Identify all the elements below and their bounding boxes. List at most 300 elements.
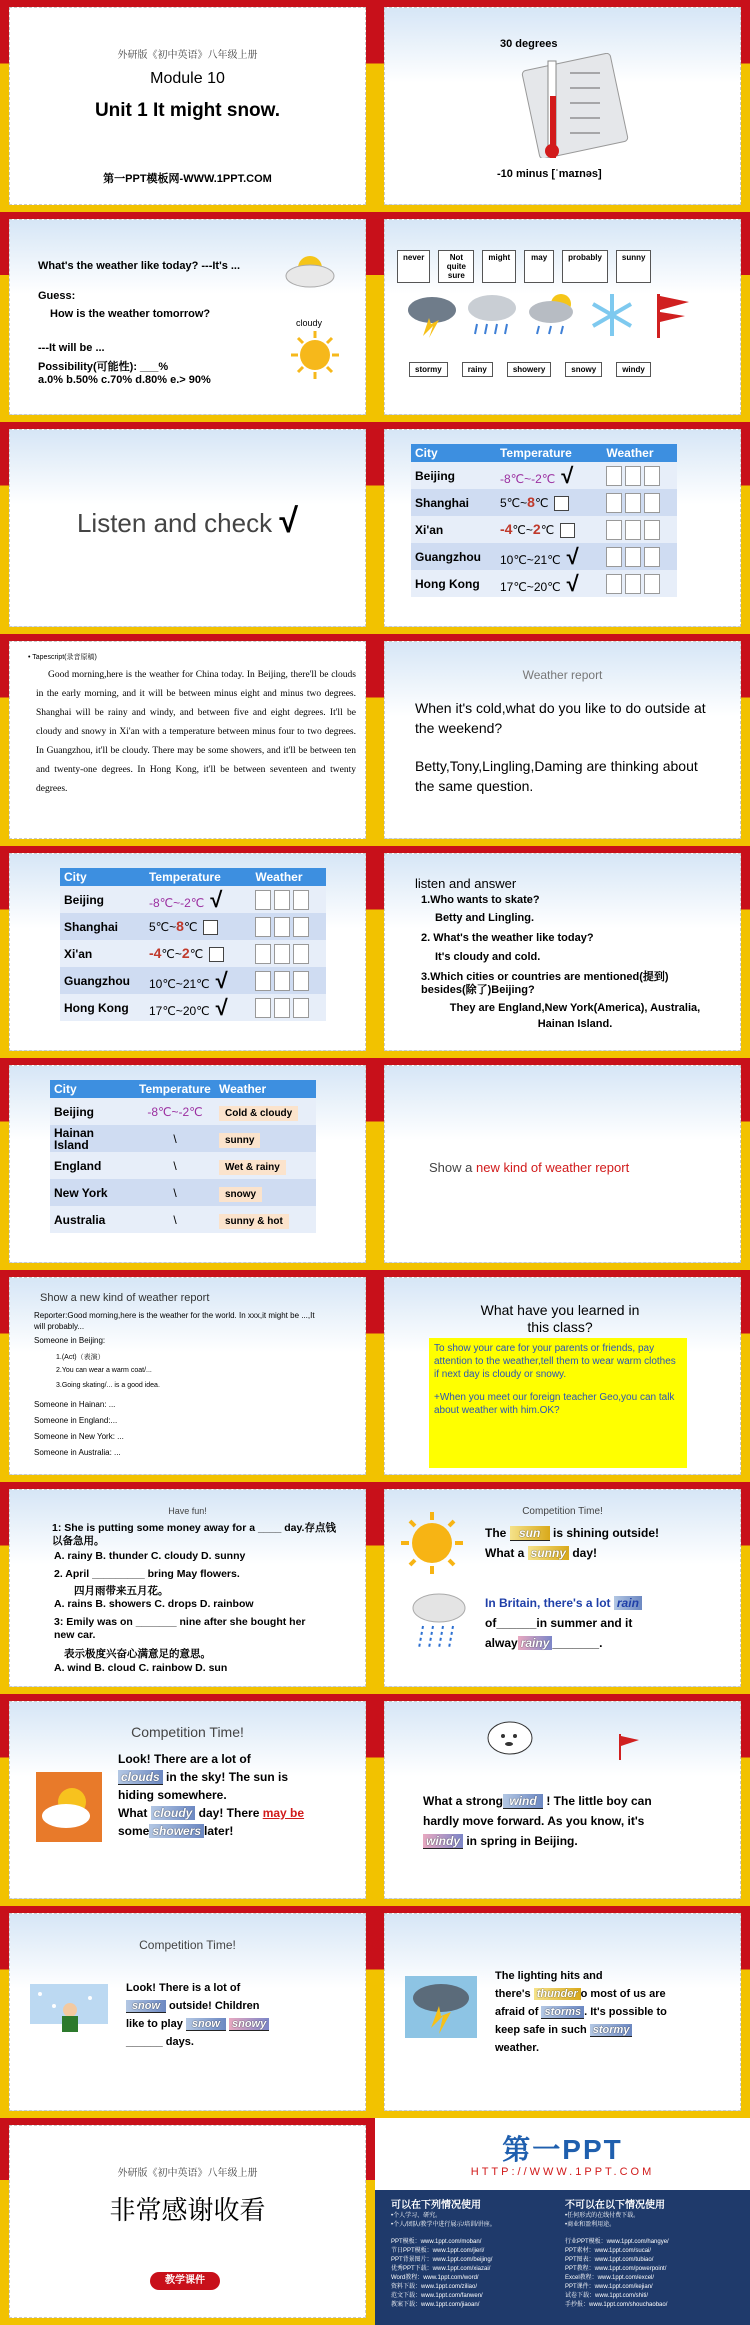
city-name: Beijing [64, 892, 105, 907]
ad-line[interactable]: Word教程：www.1ppt.com/word/ [391, 2275, 479, 2281]
comp2-l2 [118, 1770, 288, 1785]
nr-l5: 3.Going skating/... is a good idea. [56, 1382, 160, 1389]
header-1: Temperature [496, 444, 602, 462]
flag-icon [613, 1732, 643, 1762]
slide-new-kind[interactable] [375, 1058, 750, 1270]
thanks-publisher: 外研版《初中英语》八年级上册 [117, 2168, 258, 2179]
comp2-l3: hiding somewhere. [118, 1788, 227, 1802]
comp1-l3a: In Britain, there's a lot [485, 1596, 614, 1610]
answer-showers: showers [149, 1824, 204, 1838]
learned-p1: To show your care for your parents or friends, pay attention to the weather,tell them to wear warm clothes if next day is cloudy or snowy. [434, 1343, 676, 1380]
slide-listen-answer[interactable] [375, 846, 750, 1058]
ad-line[interactable]: 手抄报：www.1ppt.com/shouchaobao/ [565, 2302, 668, 2308]
table-row [50, 1125, 316, 1152]
weather-mini-icon [274, 917, 290, 937]
ad-line[interactable]: 试卷下载：www.1ppt.com/shiti/ [565, 2293, 649, 2299]
degrees-label: 30 degrees [500, 38, 558, 50]
ad-line: •任何形式的在线付费下载。 [565, 2213, 640, 2219]
comp1-l1 [485, 1526, 659, 1541]
temp-low: 5 [499, 495, 507, 510]
temp-low: -4 [499, 520, 513, 537]
answer-wind: wind [503, 1794, 543, 1809]
ad-line: •个人/团队/教学中进行展示/培训/讲座。 [391, 2222, 496, 2228]
temp-high: 21 [533, 552, 548, 567]
cloudy-icon [280, 248, 340, 290]
temp-high: 20 [533, 579, 548, 594]
check-box[interactable] [209, 947, 224, 962]
weather-mini-icon [606, 520, 622, 540]
temp-low: 10 [148, 976, 163, 991]
ad-left-items [391, 2212, 496, 2230]
table-row [60, 913, 326, 940]
learned-title: What have you learned in this class? [480, 1302, 640, 1335]
fun-q3c: 表示极度兴奋心满意足的意思。 [64, 1648, 211, 1660]
q3: 3.Which cities or countries are mentioned(提到) besides(除了)Beijing? [421, 971, 669, 996]
tapescript-label: • Tapescript(录音原稿) [28, 654, 97, 661]
ad-line[interactable]: PPT模板：www.1ppt.com/moban/ [391, 2239, 482, 2245]
vocab-bottom-row [409, 362, 651, 377]
weather-answer: sunny [219, 1133, 260, 1148]
listen-title [10, 502, 365, 541]
learned-box [429, 1338, 687, 1468]
comp1-l5a: alway [485, 1636, 518, 1650]
weather-mini-icon [644, 466, 660, 486]
comp2-l4c: day! There [195, 1806, 263, 1820]
slide-listen[interactable] [0, 422, 375, 634]
degree-sign: ℃ [190, 895, 205, 910]
check-mark: √ [561, 462, 574, 488]
temp-low: -8 [499, 471, 511, 486]
answer-sunny: sunny [528, 1546, 569, 1560]
degree-sign: ℃ [510, 471, 525, 486]
temp-low: 10 [499, 552, 514, 567]
ad-line[interactable]: Excel教程：www.1ppt.com/excel/ [565, 2275, 655, 2281]
comp2-l4a: What [118, 1806, 151, 1820]
slide-competition-1[interactable] [375, 1482, 750, 1694]
tapescript-text: Good morning,here is the weather for China today. In Beijing, there'll be clouds in the early morning, and it will be between minus eight and minus two degrees. Shanghai will be rainy and windy, and between five and eight degrees. It'll be cloudy and snowy in Xi'an with a temperature between minus four to two degrees. In Guangzhou, it'll be cloudy. There may be some showers, and it'll be between ten and twenty-one degrees. In Hong Kong, it'll be between seventeen and twenty degrees. [36, 670, 356, 794]
weather-mini-icon [255, 944, 271, 964]
temp-high: -2 [531, 471, 542, 486]
comp2-l4 [118, 1806, 304, 1820]
weather-mini-icon [625, 547, 641, 567]
vocab-word-bottom-0: stormy [409, 362, 448, 377]
weather-mini-icon [274, 971, 290, 991]
temp-low: 17 [148, 1003, 163, 1018]
wind-face-icon [485, 1716, 535, 1766]
comp1-l2a: What a [485, 1546, 528, 1560]
temp-high: 2 [532, 520, 541, 537]
temp-high: 2 [181, 944, 190, 961]
table-row [411, 516, 677, 543]
fun-q2: 2. April _________ bring May flowers. [54, 1568, 240, 1580]
storm-icon [405, 1976, 477, 2038]
ad-line[interactable]: PPT教程：www.1ppt.com/powerpoint/ [565, 2266, 667, 2272]
vocab-word-top-5: sunny [616, 250, 652, 283]
tilde: ~ [173, 895, 181, 910]
ad-line[interactable]: PPT图表：www.1ppt.com/tubiao/ [565, 2257, 654, 2263]
vocab-word-top-3: may [524, 250, 554, 283]
storm-l2c: o most of us are [580, 1988, 666, 2000]
degree-sign: ℃ [196, 976, 210, 991]
table-row [50, 1152, 316, 1179]
slide-weather-report[interactable] [375, 634, 750, 846]
table-row [411, 570, 677, 597]
check-mark: √ [210, 886, 223, 912]
windy-l3c: in spring in Beijing. [463, 1834, 578, 1848]
degree-sign: ℃ [159, 895, 174, 910]
thermometer-icon [510, 53, 630, 158]
fun-title: Have fun! [168, 1506, 207, 1516]
tilde: ~ [169, 919, 177, 934]
answer-snow-2: snow [186, 2018, 226, 2031]
guess-label: Guess: [38, 290, 76, 302]
ad-line: •个人学习、研究。 [391, 2213, 442, 2219]
a1: Betty and Lingling. [435, 912, 534, 924]
city-name: Beijing [415, 468, 456, 483]
vocab-word-bottom-4: windy [616, 362, 651, 377]
nr-l3: 1.(Act)（表演） [56, 1354, 105, 1361]
vocab-top-row [397, 250, 651, 283]
comp3-l3 [126, 2018, 269, 2031]
vocab-word-bottom-2: showery [507, 362, 551, 377]
table-row [60, 886, 326, 913]
will-be: ---It will be ... [38, 342, 105, 354]
comp2-title: Competition Time! [131, 1724, 244, 1740]
tilde: ~ [174, 946, 182, 961]
answer-title: listen and answer [415, 876, 517, 891]
comp1-title: Competition Time! [522, 1506, 603, 1517]
a3: They are England,New York(America), Australia, Hainan Island. [449, 1002, 701, 1030]
slide-check-table-2[interactable] [0, 846, 375, 1058]
slide-stormy[interactable] [375, 1906, 750, 2118]
snow-scene-icon [30, 1984, 108, 2046]
report-p2: Betty,Tony,Lingling,Daming are thinking about the same question. [415, 758, 698, 794]
degree-sign: ℃ [513, 552, 527, 567]
weather-icons [405, 290, 699, 340]
answer-sun: sun [510, 1526, 550, 1541]
cloudy-sun-icon [36, 1772, 102, 1842]
weather-mini-icon [293, 890, 309, 910]
weather-mini-icon [606, 547, 622, 567]
comp1-l2 [485, 1546, 597, 1560]
city-name: Shanghai [64, 919, 119, 934]
ad-line[interactable]: 优秀PPT下载：www.1ppt.com/xiazai/ [391, 2266, 491, 2272]
table-row [50, 1098, 316, 1125]
answer-rainy: rainy [518, 1636, 553, 1650]
degree-sign: ℃ [161, 946, 175, 961]
answer-stormy: stormy [590, 2024, 633, 2037]
vocab-word-top-2: might [482, 250, 516, 283]
check-mark: √ [215, 994, 228, 1020]
degree-sign: ℃ [183, 919, 198, 934]
weather-mini-icon [625, 466, 641, 486]
tilde: ~ [175, 1003, 183, 1018]
slide-summary-table[interactable] [0, 1058, 375, 1270]
ad-line[interactable]: 资料下载：www.1ppt.com/ziliao/ [391, 2284, 478, 2290]
header-1: Temperature [145, 868, 251, 886]
temp-low: 17 [499, 579, 514, 594]
table-row [50, 1179, 316, 1206]
showery-icon [525, 290, 579, 340]
possibility-options: a.0% b.50% c.70% d.80% e.> 90% [38, 374, 211, 386]
answer-snowy: snowy [229, 2018, 269, 2031]
slide-tapescript[interactable] [0, 634, 375, 846]
check-mark: √ [279, 502, 299, 540]
slide-windy[interactable] [375, 1694, 750, 1906]
city-name: England [54, 1158, 102, 1173]
temp-high: 8 [527, 493, 535, 510]
slide-ad[interactable] [375, 2118, 750, 2325]
weather-answer: snowy [219, 1187, 262, 1202]
weather-mini-icon [293, 944, 309, 964]
arrow-line [550, 96, 556, 158]
rain-cloud-icon [409, 1590, 469, 1650]
city-name: New York [54, 1185, 108, 1200]
today-question: What's the weather like today? ---It's ... [38, 260, 241, 272]
nr-l7: Someone in England:... [34, 1416, 118, 1425]
degree-sign: ℃ [540, 522, 555, 537]
ad-body [375, 2190, 750, 2325]
storm-l4 [495, 2024, 632, 2037]
vocab-word-bottom-3: snowy [565, 362, 602, 377]
weather-mini-icon [293, 917, 309, 937]
comp3-l2 [126, 2000, 260, 2013]
windy-l2: hardly move forward. As you know, it's [423, 1814, 645, 1828]
city-name: Shanghai [415, 495, 470, 510]
nr-l6: Someone in Hainan: ... [34, 1400, 116, 1409]
ad-header [375, 2118, 750, 2190]
slide-guess[interactable] [0, 212, 375, 422]
ad-line[interactable]: PPT背景图片：www.1ppt.com/beijing/ [391, 2257, 493, 2263]
check-mark: √ [566, 570, 579, 596]
degree-sign: ℃ [541, 471, 556, 486]
windy-l1 [423, 1794, 652, 1809]
weather-mini-icon [625, 520, 641, 540]
ad-line[interactable]: PPT课件：www.1ppt.com/kejian/ [565, 2284, 653, 2290]
ad-right-items [565, 2212, 639, 2230]
table-row [411, 489, 677, 516]
header-2: Weather [215, 1080, 316, 1098]
new-kind-title [429, 1160, 629, 1175]
ad-links-right [565, 2238, 669, 2310]
city-name: Xi'an [64, 946, 93, 961]
answer-cloudy: cloudy [151, 1806, 196, 1820]
report-p1: When it's cold,what do you like to do outside at the weekend? [415, 700, 706, 736]
weather-mini-icon [293, 998, 309, 1018]
ad-links-left [391, 2238, 492, 2310]
slide-learned[interactable] [375, 1270, 750, 1482]
temp-low: -4 [148, 944, 162, 961]
nr-l2: Someone in Beijing: [34, 1336, 106, 1345]
temp-low: -8 [148, 895, 160, 910]
header-0: City [50, 1080, 135, 1098]
a2: It's cloudy and cold. [435, 951, 541, 963]
answer-may-be: may be [262, 1806, 305, 1820]
check-box[interactable] [203, 920, 218, 935]
minus-label: -10 minus [ˈmaɪnəs] [497, 168, 602, 180]
weather-mini-icon [644, 547, 660, 567]
nr-title: Show a new kind of weather report [40, 1292, 210, 1304]
vocab-word-top-0: never [397, 250, 430, 283]
ad-url[interactable]: HTTP://WWW.1PPT.COM [470, 2166, 655, 2178]
slide-competition-2[interactable] [0, 1694, 375, 1906]
comp1-l1c: is shining outside! [549, 1526, 660, 1540]
temp-high: 8 [176, 917, 184, 934]
sun-icon [399, 1510, 465, 1576]
comp3-l3a: like to play [126, 2018, 186, 2030]
temperature: \ [173, 1158, 177, 1173]
answer-rain: rain [614, 1596, 642, 1610]
unit-title: Unit 1 It might snow. [94, 100, 281, 121]
snowy-icon [585, 290, 639, 340]
slide-competition-3[interactable] [0, 1906, 375, 2118]
vocab-word-top-1: Not quite sure [438, 250, 474, 283]
temperature: \ [173, 1212, 177, 1227]
table-row [411, 543, 677, 570]
storm-l3c: . It's possible to [584, 2006, 667, 2018]
weather-answer: Wet & rainy [219, 1160, 286, 1175]
weather-answer: sunny & hot [219, 1214, 289, 1229]
windy-icon [645, 290, 699, 340]
weather-mini-icon [255, 890, 271, 910]
city-name: Xi'an [415, 522, 444, 537]
storm-l2 [495, 1988, 666, 2000]
table-row [50, 1206, 316, 1233]
tilde: ~ [520, 495, 528, 510]
table-row [60, 994, 326, 1021]
temperature: -8℃~-2℃ [147, 1104, 203, 1119]
fun-q3: 3: Emily was on _______ nine after she bought her new car. [54, 1616, 306, 1641]
answer-storms: storms [541, 2006, 584, 2019]
comp2-l5c: later! [204, 1824, 234, 1838]
temp-high: -2 [180, 895, 191, 910]
check-mark: √ [566, 543, 579, 569]
tilde: ~ [175, 976, 183, 991]
header-0: City [411, 444, 496, 462]
windy-l3 [423, 1834, 578, 1849]
weather-mini-icon [255, 998, 271, 1018]
slide-vocab[interactable] [375, 212, 750, 422]
rainy-icon [465, 290, 519, 340]
comp1-l5 [485, 1636, 602, 1650]
check-box[interactable] [560, 523, 575, 538]
slide-title[interactable] [0, 0, 375, 212]
comp3-l1: Look! There is a lot of [126, 1982, 241, 1994]
weather-mini-icon [644, 574, 660, 594]
comp3-l2c: outside! Children [166, 2000, 260, 2012]
listen-text: Listen and check [76, 508, 273, 538]
degree-sign: ℃ [547, 579, 561, 594]
temp-high: 21 [182, 976, 197, 991]
city-name: Hong Kong [415, 576, 480, 591]
comp2-l2c: in the sky! The sun is [162, 1770, 289, 1784]
ad-right-title: 不可以在以下情况使用 [565, 2200, 665, 2211]
comp1-l2c: day! [569, 1546, 598, 1560]
new-kind-a: Show a [429, 1160, 476, 1175]
tilde: ~ [526, 552, 534, 567]
weather-mini-icon [625, 493, 641, 513]
temperature: \ [173, 1131, 177, 1146]
storm-l3a: afraid of [495, 2006, 542, 2018]
ad-line[interactable]: 教案下载：www.1ppt.com/jiaoan/ [391, 2302, 480, 2308]
windy-l1c: ! The little boy can [543, 1794, 652, 1808]
check-mark: √ [215, 967, 228, 993]
comp1-l4: of______in summer and it [485, 1616, 633, 1630]
ad-line[interactable]: PPT素材：www.1ppt.com/sucai/ [565, 2248, 652, 2254]
storm-l2a: there's [495, 1988, 534, 2000]
slide-have-fun[interactable] [0, 1482, 375, 1694]
tilde: ~ [524, 471, 532, 486]
slide-thermometer[interactable] [375, 0, 750, 212]
windy-l1a: What a strong [423, 1794, 503, 1808]
comp3-title: Competition Time! [139, 1938, 236, 1952]
city-name: Guangzhou [415, 549, 481, 564]
comp2-l5 [118, 1824, 233, 1838]
tilde: ~ [526, 579, 534, 594]
new-kind-b: new kind of weather report [475, 1160, 630, 1175]
ad-line: •商业和盈利用途。 [565, 2222, 616, 2228]
header-2: Weather [602, 444, 677, 462]
answer-clouds: clouds [118, 1770, 163, 1785]
degree-sign: ℃ [534, 495, 549, 510]
publisher: 外研版《初中英语》八年级上册 [117, 50, 258, 61]
temperature: \ [173, 1185, 177, 1200]
fun-q2c: 四月雨带来五月花。 [74, 1585, 169, 1597]
answer-windy: windy [423, 1834, 463, 1849]
vocab-word-top-4: probably [562, 250, 608, 283]
table-row [411, 462, 677, 489]
weather-mini-icon [644, 520, 660, 540]
fun-q1: 1: She is putting some money away for a ____ day.存点钱以备急用。 [52, 1522, 336, 1547]
ad-line[interactable]: 范文下载：www.1ppt.com/fanwen/ [391, 2293, 483, 2299]
degree-sign: ℃ [547, 552, 561, 567]
weather-mini-icon [644, 493, 660, 513]
fun-o2: A. rains B. showers C. drops D. rainbow [54, 1598, 254, 1610]
degree-sign: ℃ [196, 1003, 210, 1018]
degree-sign: ℃ [189, 946, 204, 961]
comp1-l3 [485, 1596, 642, 1610]
comp1-l1a: The [485, 1526, 510, 1540]
tomorrow-question: How is the weather tomorrow? [50, 308, 211, 320]
temp-low: 5 [148, 919, 156, 934]
degree-sign: ℃ [162, 976, 176, 991]
learned-p2: +When you meet our foreign teacher Geo,you can talk about weather with him.OK? [434, 1392, 675, 1416]
possibility: Possibility(可能性): ___% [38, 361, 169, 373]
check-box[interactable] [554, 496, 569, 511]
city-name: Guangzhou [64, 973, 130, 988]
city-name: Australia [54, 1212, 106, 1227]
ad-line[interactable]: 行业PPT模板：www.1ppt.com/hangye/ [565, 2239, 669, 2245]
slide-new-report[interactable] [0, 1270, 375, 1482]
temp-high: 20 [182, 1003, 197, 1018]
city-name: Beijing [54, 1104, 95, 1119]
table-row [60, 940, 326, 967]
sun-icon [290, 330, 340, 380]
slide-thanks[interactable] [0, 2118, 375, 2325]
cloudy-label: cloudy [296, 318, 323, 328]
weather-mini-icon [255, 917, 271, 937]
slide-check-table[interactable] [375, 422, 750, 634]
header-2: Weather [251, 868, 326, 886]
ad-logo[interactable]: 第一PPT [502, 2134, 623, 2165]
weather-mini-icon [625, 574, 641, 594]
weather-answer: Cold & cloudy [219, 1106, 298, 1121]
degree-sign: ℃ [512, 522, 526, 537]
ad-line[interactable]: 节日PPT模板：www.1ppt.com/jieri/ [391, 2248, 485, 2254]
degree-sign: ℃ [513, 579, 527, 594]
q2: 2. What's the weather like today? [421, 932, 594, 944]
module-label: Module 10 [150, 70, 225, 87]
